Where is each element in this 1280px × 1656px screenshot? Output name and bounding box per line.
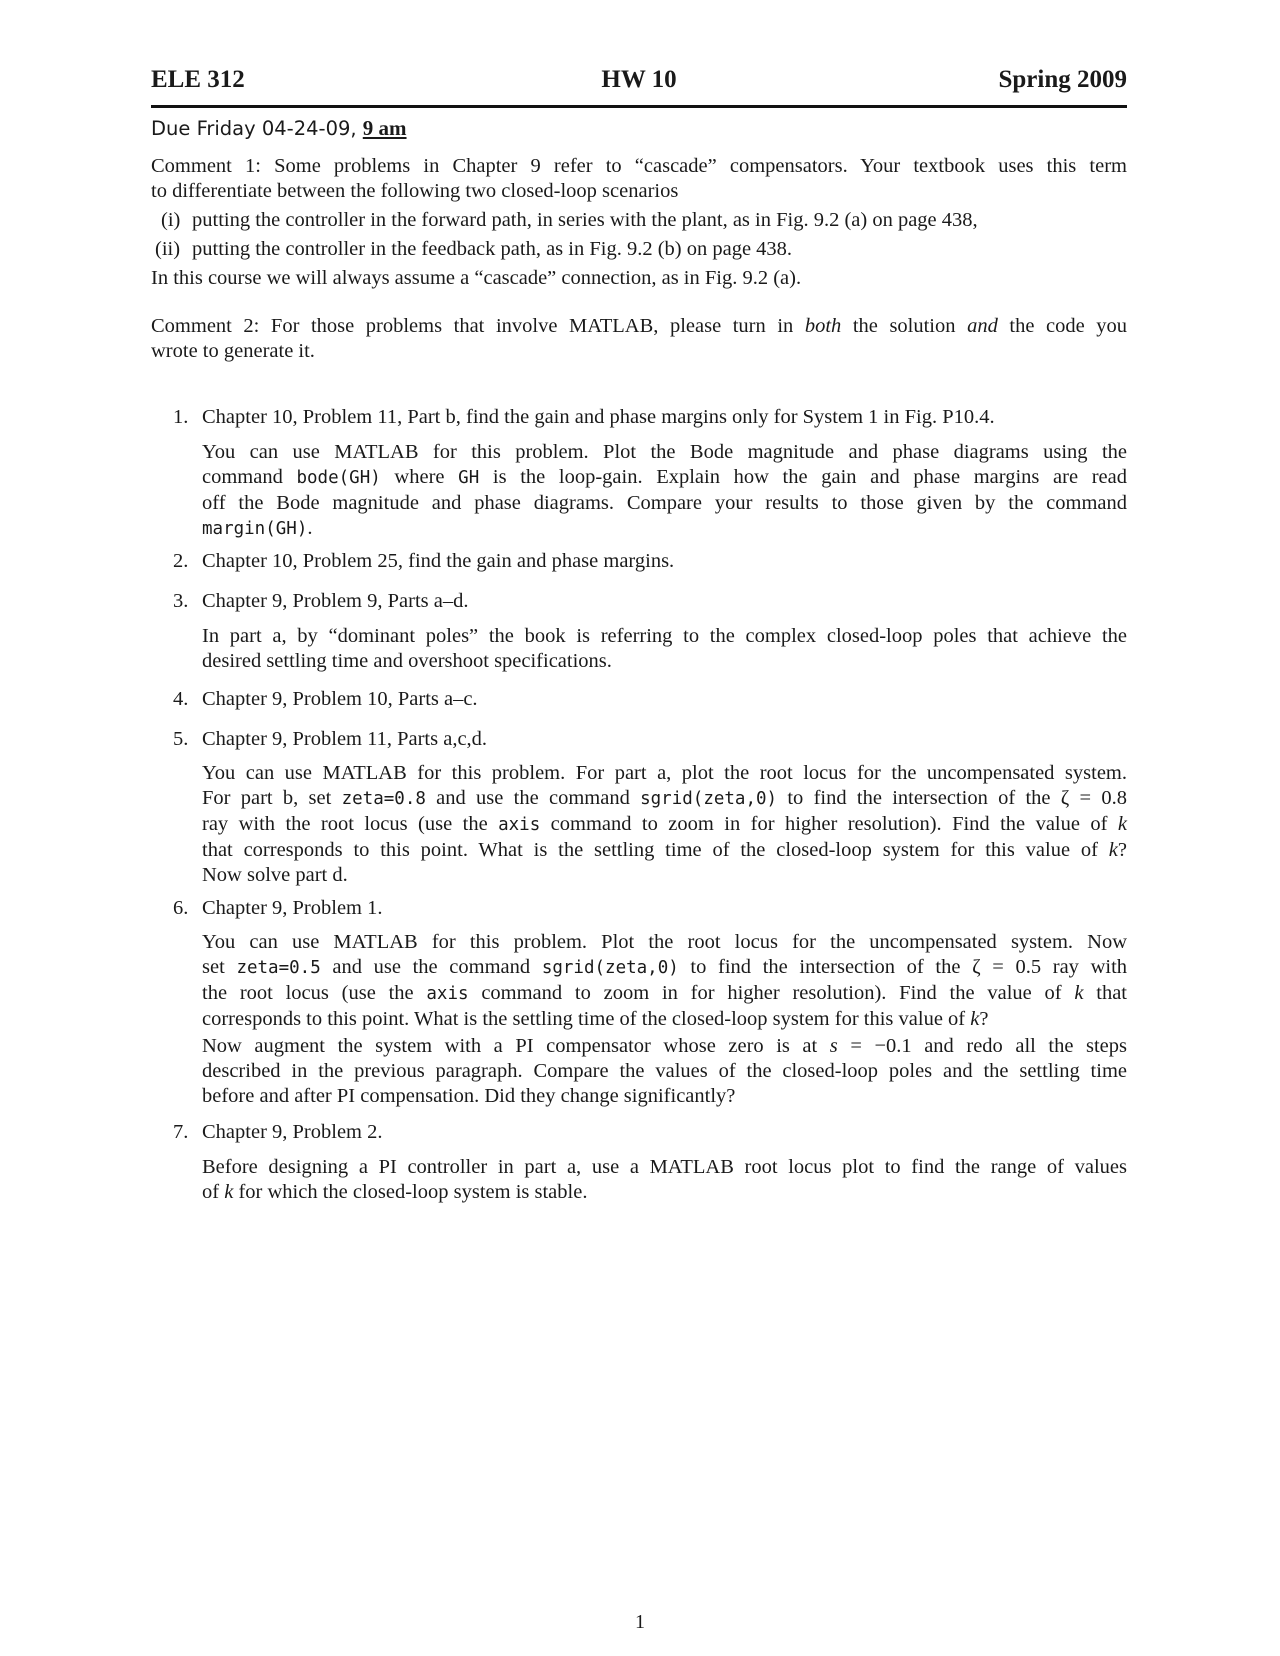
problem-7-number: 7. bbox=[173, 1121, 189, 1143]
problem-4-title: Chapter 9, Problem 10, Parts a–c. bbox=[202, 688, 478, 710]
due-date: Due Friday 04-24-09, 9 am bbox=[151, 116, 407, 140]
scenario-i-text: putting the controller in the forward path, in series with the plant, as in Fig. 9.2 (a) on page 438, bbox=[192, 209, 978, 231]
problem-6-pi-paragraph: Now augment the system with a PI compensator whose zero is at s = −0.1 and redo all the steps described in the previous paragraph. Compare the values of the closed-loop poles and the settling time before and after PI compensation. Did they change significantly? bbox=[202, 1035, 1128, 1107]
problem-3-number: 3. bbox=[173, 590, 189, 612]
problem-4-number: 4. bbox=[173, 688, 189, 710]
page-number: 1 bbox=[635, 1611, 645, 1633]
scenario-ii-label: (ii) bbox=[155, 238, 181, 260]
problem-1-details: You can use MATLAB for this problem. Plot the Bode magnitude and phase diagrams using the command bode(GH) where GH is the loop-gain. Explain how the gain and phase margins are read off the Bode magnitude and phase diagrams. Compare your results to those given by the command margin(GH). bbox=[202, 441, 1127, 539]
problem-1-title: Chapter 10, Problem 11, Part b, find the gain and phase margins only for System 1 in Fig. P10.4. bbox=[202, 406, 995, 428]
problem-3-title: Chapter 9, Problem 9, Parts a–d. bbox=[202, 590, 469, 612]
problem-2-number: 2. bbox=[173, 550, 189, 572]
comment-2: Comment 2: For those problems that involve MATLAB, please turn in both the solution and the code you wrote to generate it. bbox=[151, 315, 1127, 362]
header-rule bbox=[151, 105, 1127, 108]
problem-7-title: Chapter 9, Problem 2. bbox=[202, 1121, 383, 1143]
course-code: ELE 312 bbox=[151, 66, 245, 93]
semester: Spring 2009 bbox=[998, 66, 1127, 93]
problem-5-number: 5. bbox=[173, 728, 189, 750]
problem-1-number: 1. bbox=[173, 406, 189, 428]
cascade-note: In this course we will always assume a “cascade” connection, as in Fig. 9.2 (a). bbox=[151, 267, 802, 289]
problem-6-number: 6. bbox=[173, 897, 189, 919]
problem-6-details: You can use MATLAB for this problem. Plot the root locus for the uncompensated system. Now set zeta=0.5 and use the command sgrid(zeta,0) to find the intersection of the ζ = 0.5 ray with the root locus (use the axis command to zoom in for higher resolution). Find the value of k that corresponds to this point. What is the settling time of the closed-loop system for this value of k? bbox=[202, 931, 1128, 1030]
problem-5-details: You can use MATLAB for this problem. For part a, plot the root locus for the uncompensated system. For part b, set zeta=0.8 and use the command sgrid(zeta,0) to find the intersection of the ζ = 0.8 ray with the root locus (use the axis command to zoom in for higher resolution). Find the value of k that corresponds to this point. What is the settling time of the closed-loop system for this value of k? Now solve part d. bbox=[202, 762, 1128, 886]
scenario-ii-text: putting the controller in the feedback path, as in Fig. 9.2 (b) on page 438. bbox=[192, 238, 793, 260]
problem-6-title: Chapter 9, Problem 1. bbox=[202, 897, 383, 919]
homework-title: HW 10 bbox=[601, 66, 677, 93]
problem-3-details: In part a, by “dominant poles” the book is referring to the complex closed-loop poles that achieve the desired settling time and overshoot specifications. bbox=[202, 625, 1127, 672]
comment-1: Comment 1: Some problems in Chapter 9 refer to “cascade” compensators. Your textbook uses this term to differentiate between the following two closed-loop scenarios bbox=[151, 155, 1127, 202]
problem-5-title: Chapter 9, Problem 11, Parts a,c,d. bbox=[202, 728, 488, 750]
due-time: 9 am bbox=[362, 116, 407, 140]
problem-7-details: Before designing a PI controller in part a, use a MATLAB root locus plot to find the range of values of k for which the closed-loop system is stable. bbox=[202, 1156, 1127, 1203]
problem-2-title: Chapter 10, Problem 25, find the gain and phase margins. bbox=[202, 550, 675, 572]
page-header bbox=[151, 66, 1127, 100]
scenario-i-label: (i) bbox=[161, 209, 181, 231]
